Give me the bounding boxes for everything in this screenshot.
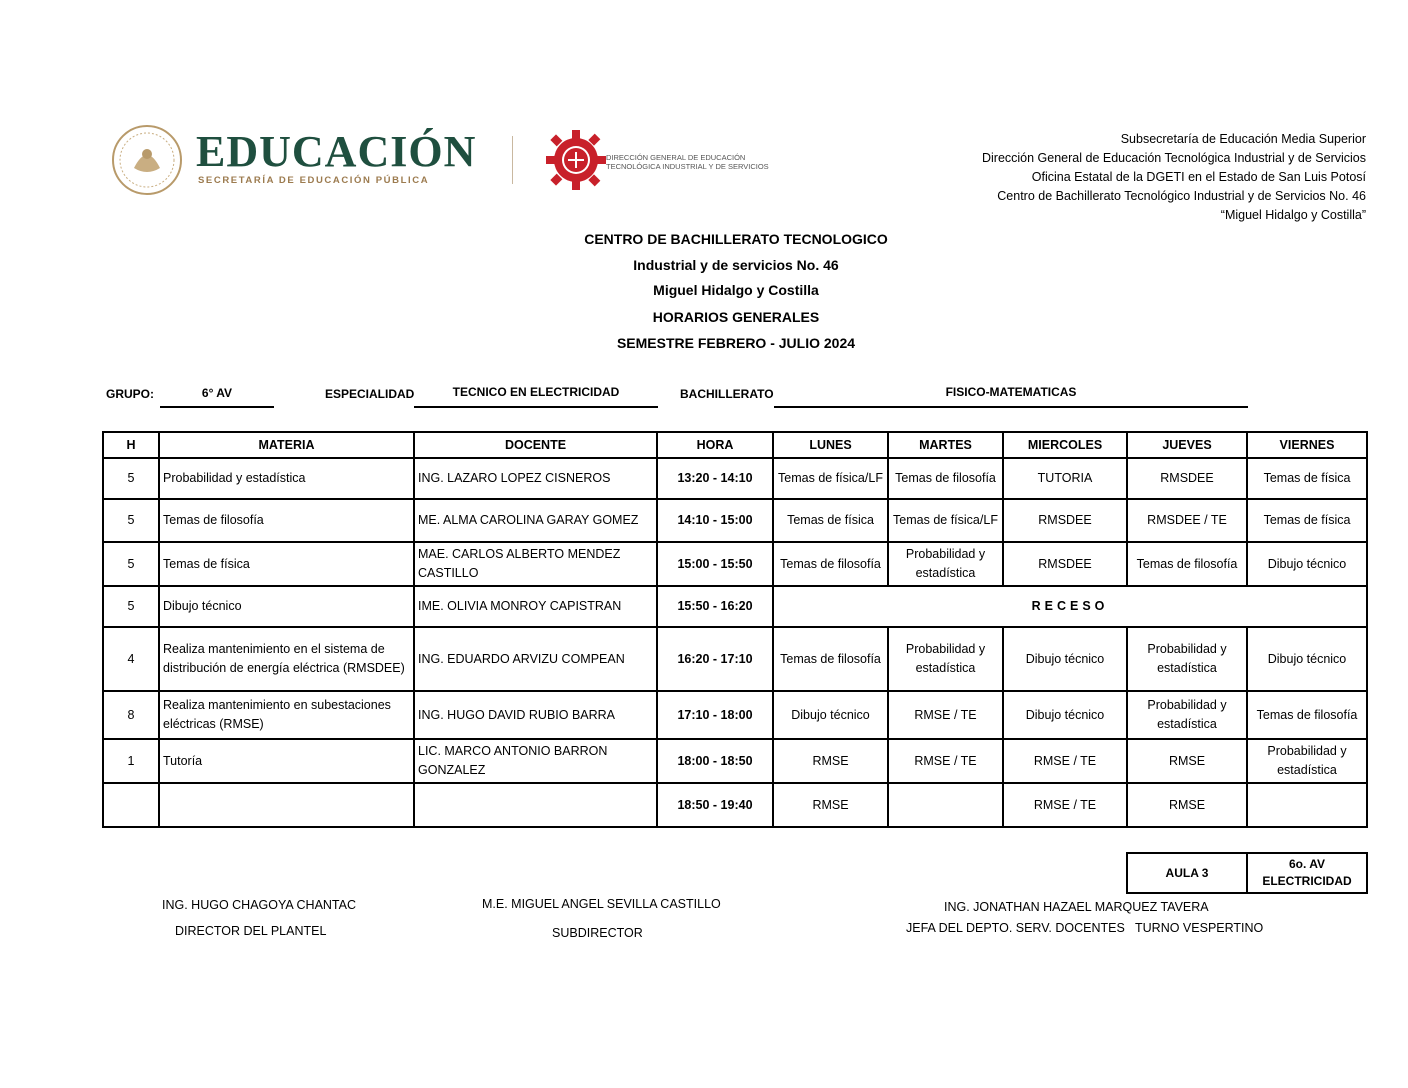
- cell-docente: IME. OLIVIA MONROY CAPISTRAN: [414, 586, 657, 627]
- cell-h: 4: [103, 627, 159, 691]
- bachillerato-value: FISICO-MATEMATICAS: [774, 385, 1248, 408]
- cell-jueves: RMSDEE / TE: [1127, 499, 1247, 542]
- cell-miercoles: RMSDEE: [1003, 542, 1127, 586]
- cell-materia: Tutoría: [159, 739, 414, 783]
- dgeti-gear-logo: [544, 126, 608, 192]
- schedule-title: HORARIOS GENERALES: [652, 309, 820, 325]
- cell-hora: 18:50 - 19:40: [657, 783, 773, 827]
- sep-logo-subtitle: SECRETARÍA DE EDUCACIÓN PÚBLICA: [198, 175, 430, 186]
- cell-hora: 18:00 - 18:50: [657, 739, 773, 783]
- header-line-2: Dirección General de Educación Tecnológica Industrial y de Servicios: [981, 151, 1366, 165]
- director-name: ING. HUGO CHAGOYA CHANTAC: [162, 898, 357, 912]
- director-title: DIRECTOR DEL PLANTEL: [175, 924, 327, 938]
- cell-martes: RMSE / TE: [888, 739, 1003, 783]
- cell-h: 5: [103, 499, 159, 542]
- school-title: CENTRO DE BACHILLERATO TECNOLOGICO: [584, 231, 888, 247]
- aula-group-line-2: ELECTRICIDAD: [1262, 874, 1352, 888]
- aula-label: AULA 3: [1127, 853, 1247, 893]
- logo-divider: [512, 136, 513, 184]
- header-lunes: LUNES: [773, 432, 888, 458]
- subdirector-title: SUBDIRECTOR: [552, 926, 643, 940]
- education-logo-text: EDUCACIÓN: [196, 127, 477, 176]
- table-header-row: [103, 432, 1367, 458]
- jefa-title: JEFA DEL DEPTO. SERV. DOCENTES TURNO VESPERTINO: [906, 921, 1264, 935]
- table-row: [103, 691, 1367, 739]
- school-subtitle: Industrial y de servicios No. 46: [633, 257, 839, 273]
- table-row: [103, 458, 1367, 499]
- cell-viernes: Temas de física: [1247, 458, 1367, 499]
- cell-martes: Temas de filosofía: [888, 458, 1003, 499]
- dgeti-text-line-1: DIRECCIÓN GENERAL DE EDUCACIÓN: [606, 153, 746, 162]
- cell-miercoles: RMSDEE: [1003, 499, 1127, 542]
- table-row: [103, 542, 1367, 586]
- cell-lunes: Dibujo técnico: [773, 691, 888, 739]
- cell-jueves: RMSE: [1127, 783, 1247, 827]
- institution-header: [982, 130, 1366, 225]
- cell-docente: ING. EDUARDO ARVIZU COMPEAN: [414, 627, 657, 691]
- cell-viernes: [1247, 783, 1367, 827]
- table-row: [103, 739, 1367, 783]
- aula-box: [1126, 852, 1368, 894]
- header-jueves: JUEVES: [1127, 432, 1247, 458]
- header-line-5: “Miguel Hidalgo y Costilla”: [1220, 208, 1366, 222]
- cell-hora: 17:10 - 18:00: [657, 691, 773, 739]
- header-line-3: Oficina Estatal de la DGETI en el Estado de San Luis Potosí: [1031, 170, 1366, 184]
- cell-martes: Probabilidad y estadística: [888, 542, 1003, 586]
- cell-materia: Dibujo técnico: [159, 586, 414, 627]
- cell-lunes: RMSE: [773, 739, 888, 783]
- cell-viernes: Temas de filosofía: [1247, 691, 1367, 739]
- cell-materia: Temas de filosofía: [159, 499, 414, 542]
- cell-martes: [888, 783, 1003, 827]
- cell-martes: RMSE / TE: [888, 691, 1003, 739]
- cell-lunes: Temas de filosofía: [773, 627, 888, 691]
- dgeti-text-line-2: TECNOLÓGICA INDUSTRIAL Y DE SERVICIOS: [606, 162, 769, 171]
- table-row: [103, 783, 1367, 827]
- header-line-1: Subsecretaría de Educación Media Superior: [1120, 132, 1366, 146]
- cell-docente: ING. HUGO DAVID RUBIO BARRA: [414, 691, 657, 739]
- cell-miercoles: Dibujo técnico: [1003, 627, 1127, 691]
- subdirector-name: M.E. MIGUEL ANGEL SEVILLA CASTILLO: [482, 897, 721, 911]
- cell-jueves: Temas de filosofía: [1127, 542, 1247, 586]
- cell-docente: ME. ALMA CAROLINA GARAY GOMEZ: [414, 499, 657, 542]
- school-name: Miguel Hidalgo y Costilla: [653, 282, 819, 298]
- table-row: [103, 586, 1367, 627]
- cell-hora: 13:20 - 14:10: [657, 458, 773, 499]
- cell-lunes: RMSE: [773, 783, 888, 827]
- cell-hora: 14:10 - 15:00: [657, 499, 773, 542]
- table-row: [103, 627, 1367, 691]
- cell-martes: Temas de física/LF: [888, 499, 1003, 542]
- cell-h: 8: [103, 691, 159, 739]
- header-h: H: [103, 432, 159, 458]
- cell-lunes: Temas de filosofía: [773, 542, 888, 586]
- cell-miercoles: RMSE / TE: [1003, 783, 1127, 827]
- cell-jueves: Probabilidad y estadística: [1127, 691, 1247, 739]
- header-martes: MARTES: [888, 432, 1003, 458]
- cell-martes: Probabilidad y estadística: [888, 627, 1003, 691]
- cell-docente: MAE. CARLOS ALBERTO MENDEZ CASTILLO: [414, 542, 657, 586]
- cell-materia: Realiza mantenimiento en subestaciones eléctricas (RMSE): [159, 691, 414, 739]
- header-hora: HORA: [657, 432, 773, 458]
- cell-jueves: RMSE: [1127, 739, 1247, 783]
- cell-lunes: Temas de física: [773, 499, 888, 542]
- cell-viernes: Dibujo técnico: [1247, 627, 1367, 691]
- cell-materia: Probabilidad y estadística: [159, 458, 414, 499]
- cell-docente: ING. LAZARO LOPEZ CISNEROS: [414, 458, 657, 499]
- cell-hora: 15:00 - 15:50: [657, 542, 773, 586]
- semester-title: SEMESTRE FEBRERO - JULIO 2024: [616, 335, 856, 351]
- aula-group: [1247, 853, 1367, 893]
- cell-hora: 16:20 - 17:10: [657, 627, 773, 691]
- bachillerato-label: BACHILLERATO: [680, 387, 774, 401]
- national-seal-logo: [108, 124, 186, 196]
- cell-docente: LIC. MARCO ANTONIO BARRON GONZALEZ: [414, 739, 657, 783]
- especialidad-value: TECNICO EN ELECTRICIDAD: [414, 385, 658, 408]
- grupo-value: 6° AV: [160, 386, 274, 408]
- aula-group-line-1: 6o. AV: [1288, 857, 1325, 871]
- cell-materia: Temas de física: [159, 542, 414, 586]
- especialidad-label: ESPECIALIDAD: [325, 387, 415, 401]
- cell-materia: [159, 783, 414, 827]
- header-viernes: VIERNES: [1247, 432, 1367, 458]
- header-materia: MATERIA: [159, 432, 414, 458]
- cell-h: 5: [103, 458, 159, 499]
- dgeti-logo-text: [606, 153, 769, 171]
- cell-h: 1: [103, 739, 159, 783]
- cell-jueves: RMSDEE: [1127, 458, 1247, 499]
- header-line-4: Centro de Bachillerato Tecnológico Industrial y de Servicios No. 46: [997, 189, 1366, 203]
- cell-viernes: Temas de física: [1247, 499, 1367, 542]
- header-miercoles: MIERCOLES: [1003, 432, 1127, 458]
- cell-viernes: Dibujo técnico: [1247, 542, 1367, 586]
- cell-viernes: Probabilidad y estadística: [1247, 739, 1367, 783]
- schedule-table: [102, 431, 1368, 828]
- receso-cell: RECESO: [773, 586, 1367, 627]
- cell-miercoles: TUTORIA: [1003, 458, 1127, 499]
- cell-h: 5: [103, 542, 159, 586]
- cell-h: 5: [103, 586, 159, 627]
- cell-docente: [414, 783, 657, 827]
- cell-miercoles: RMSE / TE: [1003, 739, 1127, 783]
- grupo-label: GRUPO:: [106, 387, 154, 401]
- jefa-name: ING. JONATHAN HAZAEL MARQUEZ TAVERA: [944, 900, 1209, 914]
- cell-miercoles: Dibujo técnico: [1003, 691, 1127, 739]
- cell-lunes: Temas de física/LF: [773, 458, 888, 499]
- cell-h: [103, 783, 159, 827]
- header-docente: DOCENTE: [414, 432, 657, 458]
- cell-materia: Realiza mantenimiento en el sistema de distribución de energía eléctrica (RMSDEE): [159, 627, 414, 691]
- cell-jueves: Probabilidad y estadística: [1127, 627, 1247, 691]
- table-row: [103, 499, 1367, 542]
- cell-hora: 15:50 - 16:20: [657, 586, 773, 627]
